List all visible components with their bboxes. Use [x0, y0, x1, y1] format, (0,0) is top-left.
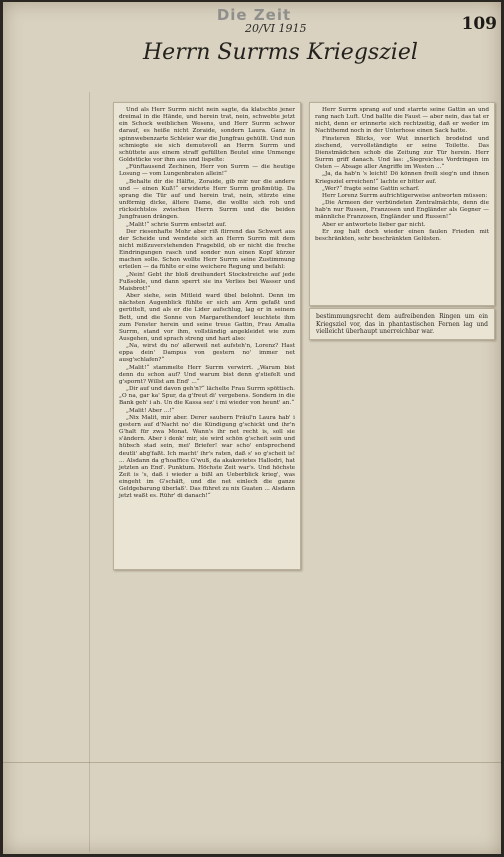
- paragraph: Herr Lorenz Surrm aufrichtigerweise antworten müssen:: [322, 192, 488, 199]
- paragraph: „Wer?“ fragte seine Gattin scharf.: [322, 185, 420, 192]
- newspaper-stamp: Die Zeit: [216, 6, 292, 24]
- paragraph: „Nein! Gebt ihr bloß dreihundert Stockstreiche auf jede Fußsohle, und dann sperrt sie ins Verlies bei Wasser und Maisbrot!“: [119, 271, 295, 292]
- handwritten-title: Herrn Surrms Kriegsziel: [143, 40, 418, 65]
- paragraph: Finsteren Blicks, vor Wut innerlich brodelnd und zischend, vervollständigte er seine Toilette. Das Dienstmädchen schob die Zeitung zur Tür herein. Herr Surrm griff danach. Und las: „Siegreiches Vordringen im Osten — Absage aller Angriffe im Westen ...“: [315, 135, 489, 171]
- paragraph: Er zog halt doch wieder einen faulen Frieden mit beschränkten, sehr beschränkten Gelüsten.: [315, 228, 489, 242]
- paragraph: „Malit!“ schrie Surrm entsetzt auf.: [126, 221, 227, 228]
- strip-text: bestimmungsrecht dem aufreibenden Ringen um ein Kriegsziel vor, das in phantastischen Fernen lag und vielleicht überhaupt unerreichbar war.: [316, 313, 488, 336]
- paragraph: „Malit! Aber ...!“: [126, 407, 175, 414]
- margin-crease: [89, 92, 90, 852]
- paragraph: „Die Armeen der verbündeten Zentralmächte, denn die hab'n nur Russen, Franzosen und Engländer als Gegner — männliche Franzosen, Engländer und Russen!“: [315, 200, 489, 221]
- paragraph: „Ja, da hab'n 's leicht! Dö können freili sieg'n und ihnen Kriegsziel erreichen!“ lachte er bitter auf.: [315, 171, 489, 185]
- paragraph: Und als Herr Surrm nicht nein sagte, da klatschte jener dreimal in die Hände, und herein trat, nein, schwebte jetzt ein Schock weiblichen Wesens, und Herr Surrm schwor darauf, es heiße nicht Zoraide, sondern Laura. Ganz in spinnwebenzarte Schleier war die Jungfrau gehüllt. Und nun schmiegte sie sich demutsvoll an Herrn Surrm und schüttete aus einem straff gefüllten Beutel eine Unmenge Goldstücke vor ihm aus und lispelte:: [119, 107, 295, 164]
- handwritten-date: 20/VI 1915: [245, 22, 307, 35]
- paper-fold: [3, 762, 501, 763]
- paragraph: Aber siehe, sein Mitleid ward übel belohnt. Denn im nächsten Augenblick fühlte er sich am Arm gefaßt und gerüttelt, und als er die Lider aufschlug, lag er in seinem Bett, und die Sonne von Margarethendorf leuchtete ihm zum Fenster herein und seine treue Gattin, Frau Amalia Surrm, stand vor ihm, vollständig angekleidet wie zum Ausgehen, und sprach streng und hart also:: [119, 293, 295, 342]
- clipping-left-column: [113, 102, 301, 570]
- archive-sheet: [3, 2, 501, 854]
- left-column-text: [114, 103, 300, 569]
- paragraph: Aber er antwortete lieber gar nicht.: [322, 221, 426, 228]
- page-number: 109: [461, 14, 497, 34]
- clipping-right-column: [309, 102, 495, 306]
- paragraph: „Nix Malit, mir aber. Derer saubern Fräul'n Laura hab' i gestern auf d'Nacht no' die Kündigung g'schickt und ihr'n G'halt für zwa Monat. Wann's ihr net recht is, soll sie s'ändern. Aber i denk' mir, sie wird schön g'scheit sein und hübsch stad sein, mei' Briefer! war scho' entsprechend deutli' abg'faßt. Ich macht' ihr's raten, daß s' so g'scheit is! ... Alsdann da g'hoaffice G'wuß, da akakovietes Hallodri, hat jetzten an End'. Punktum. Höchste Zeit war's. Und höchste Zeit is 's, daß i wieder a bißl an Ueberblick krieg', was eingeht im G'schäft, und die net einlech die ganze Geldgebarung überlaß'. Das führet zu nix Guaten ... Alsdann jetzt waßt es. Rühr' di danach!“: [119, 414, 295, 500]
- paragraph: Der riesenhafte Mohr aber riß flirrend das Schwert aus der Scheide und wendete sich an Herrn Surrm mit dem nicht mißzuverstehenden Fragebild, ob er nicht die freche Eindringungen rasch und sonder nun einen Kopf kürzer machen solle. Schon wollte Herr Surrm seine Zustimmung erteilen — da fühlte er eine weichere Regung und befahl:: [119, 228, 295, 271]
- paragraph: „Na, wirst du no' allerweil net aufsteh'n, Lorenz? Hast eppa dein' Dampus von gestern no' immer net ausg'schlafen?“: [119, 343, 295, 364]
- paragraph: „Dir auf und davon geh'n?“ lächelte Frau Surrm spöttisch. „O na, gar ka' Spur, da g'freut di' vergebens. Sondern in die Bank geh' i ah. Un die Kassa sez' i mi wieder von heunt' an.“: [119, 386, 295, 407]
- paragraph: Herr Surrm sprang auf und starrte seine Gattin an und rang nach Luft. Und ballte die Faust — aber nein, das tat er nicht, denn er erinnerte sich rechtzeitig, daß er weder im Nachthemd noch in der Unterhose einen Sack hatte.: [315, 107, 489, 135]
- paragraph: „Fünftausend Zechinen, Herr von Surrm — die heutige Losung — vom Lungenbraten allein!“: [119, 164, 295, 178]
- right-column-text: [310, 103, 494, 305]
- clipping-strip: [309, 308, 495, 340]
- paragraph: „Behalte dir die Hälfte, Zoraide, gib mir nur die andere und — einen Kuß!“ erwiderte Herr Surrm großmütig. Da sprang die Tür auf und herein trat, nein, stürzte eine unförmig dicke, ältere Dame, die wollte sich roh und rücksichtslos zwischen Herrn Surrm und die beiden Jungfrauen drängen.: [119, 178, 295, 221]
- paragraph: „Malit!“ stammelte Herr Surrm verwirrt. „Warum bist denn du schon auf? Und warum bist denn g'stiefelt und g'spornt? Willst am End' ...“: [119, 364, 295, 385]
